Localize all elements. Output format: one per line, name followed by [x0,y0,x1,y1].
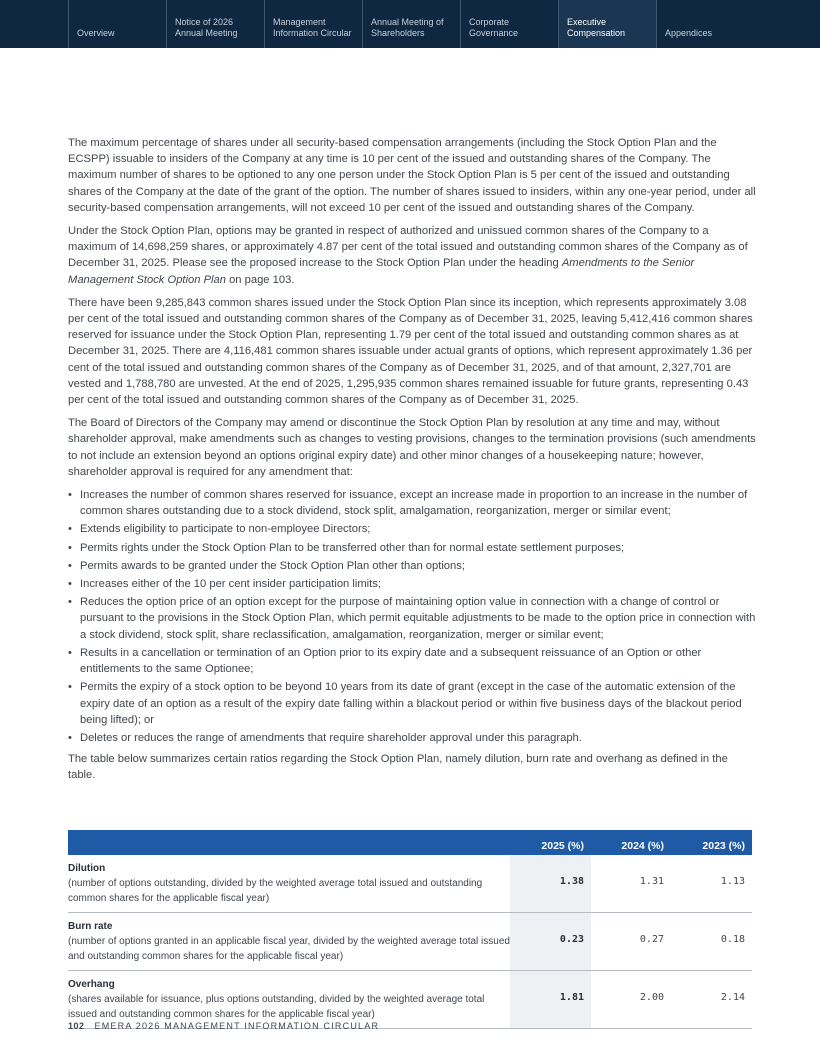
value-2025: 1.38 [510,855,591,913]
tab-appendices[interactable] [656,0,754,48]
value-2025: 0.23 [510,913,591,971]
row-title: Overhang [68,979,115,990]
page-number: 102 [68,1021,85,1031]
value-2023: 2.14 [671,971,752,1029]
value-2024: 1.31 [591,855,671,913]
tab-label-line2: Compensation [567,28,626,38]
table-row [68,971,752,1029]
tab-label-line2: Shareholders [371,28,425,38]
list-item: • Deletes or reduces the range of amendments that require shareholder approval under this paragraph. [68,730,758,746]
row-title: Burn rate [68,921,113,932]
row-description [68,913,510,971]
tab-annual-meeting-of-shareholders[interactable] [362,0,460,48]
tab-notice-of-annual-meeting[interactable] [166,0,264,48]
table-row [68,913,752,971]
tab-label-line2: Annual Meeting [175,28,238,38]
tab-label-line1: Executive [567,17,607,27]
value-2023: 1.13 [671,855,752,913]
document-title: EMERA 2026 MANAGEMENT INFORMATION CIRCULAR [94,1021,380,1031]
list-item: • Reduces the option price of an option except for the purpose of maintaining option value in connection with a change of control or pursuant to the provisions in the Stock Option Plan, which permit equitable adjustments to be made to the option price in connection with a stock dividend, stock split, share reclassification, amalgamation, reorganization, merger or similar event; [68,594,758,643]
top-navigation [0,0,820,48]
paragraph-option-maximum [68,223,758,288]
paragraph-table-intro: The table below summarizes certain ratios regarding the Stock Option Plan, namely dilution, burn rate and overhang as defined in the table. [68,753,728,782]
row-title: Dilution [68,863,106,874]
row-definition: (shares available for issuance, plus options outstanding, divided by the weighted average total issued and outstanding common shares for the applicable fiscal year) [68,994,485,1020]
tab-label-line2: Appendices [665,28,713,38]
ratio-table [68,830,752,1029]
list-item: • Extends eligibility to participate to non-employee Directors; [68,521,758,537]
table-header-2025: 2025 (%) [510,830,591,855]
tab-label-line1: Annual Meeting of [371,17,444,27]
tab-label-line1: Management [273,17,326,27]
amendment-list [68,487,758,746]
paragraph-insider-limits: The maximum percentage of shares under all security-based compensation arrangements (including the Stock Option Plan and the ECSPP) issuable to insiders of the Company at any time is 10 per cent of the issued and outstanding shares of the Company. The maximum number of shares to be optioned to any one person under the Stock Option Plan is 5 per cent of the issued and outstanding shares of the Company at the date of the grant of the option. The number of shares issued to insiders, within any one-year period, under all security-based compensation arrangements, will not exceed 10 per cent of the issued and outstanding shares of the Company. [68,137,756,214]
list-item: • Permits awards to be granted under the Stock Option Plan other than options; [68,558,758,574]
tab-overview[interactable] [68,0,166,48]
paragraph-board-amendments: The Board of Directors of the Company may amend or discontinue the Stock Option Plan by resolution at any time and may, without shareholder approval, make amendments such as changes to vesting provisions, changes to the termination provisions (such amendments to not include an extension beyond an options original expiry date) and other minor changes of a housekeeping nature; however, shareholder approval is required for any amendment that: [68,417,756,478]
list-item: • Results in a cancellation or termination of an Option prior to its expiry date and a subsequent reissuance of an Option or other entitlements to the same Optionee; [68,645,758,677]
row-description [68,855,510,913]
tab-label-line2: Governance [469,28,519,38]
list-item: • Increases the number of common shares reserved for issuance, except an increase made in proportion to an increase in the number of common shares outstanding due to a stock dividend, stock split, amalgamation, reorganization, merger or similar event; [68,487,758,519]
page-footer [68,1021,379,1031]
paragraph-text: Under the Stock Option Plan, options may be granted in respect of authorized and unissued common shares of the Company to a maximum of 14,698,259 shares, or approximately 4.87 per cent of the total issued and outstanding common shares of the Company as of December 31, 2025. Please see the proposed increase to the Stock Option Plan under the heading [68,225,748,270]
section-reference: Amendments to the Senior Management Stock Option Plan [68,257,695,286]
tab-label-line2: Overview [77,28,115,38]
value-2025: 1.81 [510,971,591,1029]
value-2023: 0.18 [671,913,752,971]
table-row [68,855,752,913]
value-2024: 2.00 [591,971,671,1029]
table-header-2024: 2024 (%) [591,830,671,855]
row-definition: (number of options granted in an applicable fiscal year, divided by the weighted average total issued and outstanding common shares for the applicable fiscal year) [68,936,510,962]
tab-label-line1: Notice of 2026 [175,17,234,27]
tab-management-information-circular[interactable] [264,0,362,48]
value-2024: 0.27 [591,913,671,971]
list-item: • Permits the expiry of a stock option to be beyond 10 years from its date of grant (except in the case of the automatic extension of the expiry date of an option as a result of the expiry date falling within a blackout period or within five business days of the blackout period being lifted); or [68,679,758,728]
paragraph-shares-issued: There have been 9,285,843 common shares issued under the Stock Option Plan since its inception, which represents approximately 3.08 per cent of the total issued and outstanding common shares of the Company as of December 31, 2025, leaving 5,412,416 common shares reserved for issuance under the Stock Option Plan, representing 1.79 per cent of the total issued and outstanding common shares as at December 31, 2025. There are 4,116,481 common shares issuable under actual grants of options, which represent approximately 1.36 per cent of the total issued and outstanding common shares of the Company as of December 31, 2025, and of that amount, 2,327,701 are vested and 1,788,780 are unvested. At the end of 2025, 1,295,935 common shares remained issuable for future grants, representing 0.43 per cent of the total issued and outstanding common shares of the Company as of December 31, 2025. [68,296,753,407]
tab-label-line1: Corporate [469,17,510,27]
tab-executive-compensation[interactable] [558,0,656,48]
nav-spacer [0,0,68,48]
list-item: • Permits rights under the Stock Option Plan to be transferred other than for normal estate settlement purposes; [68,540,758,556]
tab-label-line2: Information Circular [273,28,352,38]
table-header-row [68,830,752,855]
list-item: • Increases either of the 10 per cent insider participation limits; [68,576,758,592]
main-content [68,135,758,791]
tab-corporate-governance[interactable] [460,0,558,48]
paragraph-text: on page 103. [225,273,295,286]
table-header-2023: 2023 (%) [671,830,752,855]
row-definition: (number of options outstanding, divided by the weighted average total issued and outstanding common shares for the applicable fiscal year) [68,878,483,904]
row-description [68,971,510,1029]
table-header-blank [68,830,510,855]
